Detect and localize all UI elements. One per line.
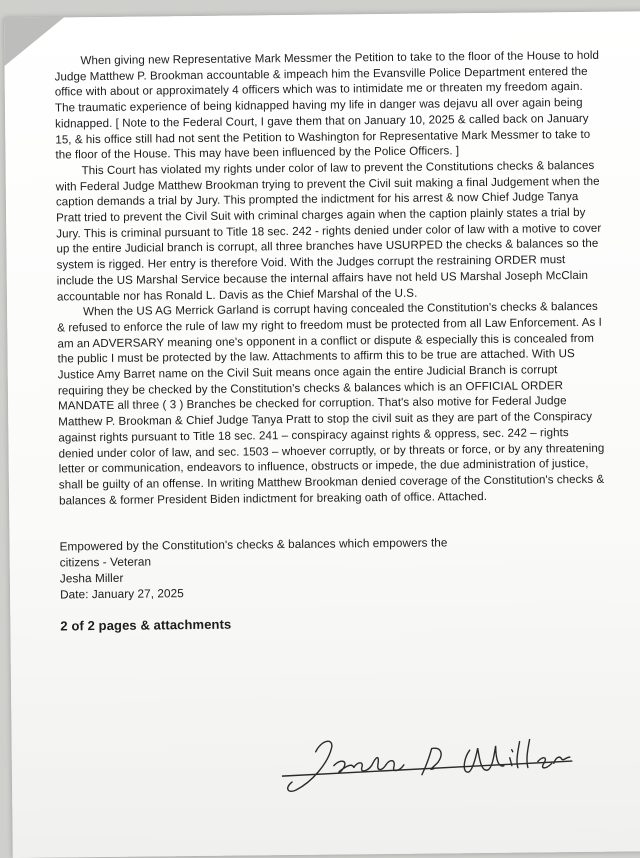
- paragraph-3: When the US AG Merrick Garland is corrupt having concealed the Constitution's checks & balances & refused to enforce the rule of law my right to freedom must be protected from all Law Enforcement. As I am an ADVERSARY meaning one's opponent in a conflict or dispute & especially this is concealed from the public I must be protected by the law. Attachments to affirm this to be true are attached. With US Justice Amy Barret name on the Civil Suit means once again the entire Judicial Branch is corrupt requiring they be checked by the Constitution's checks & balances which is an OFFICIAL ORDER MANDATE all three ( 3 ) Branches be checked for corruption. That's also motive for Federal Judge Matthew P. Brookman & Chief Judge Tanya Pratt to stop the civil suit as they are part of the Conspiracy against rights pursuant to Title 18 sec. 241 – conspiracy against rights & oppress, sec. 242 – rights denied under color of law, and sec. 1503 – whoever corruptly, or by threats or force, or by any threatening letter or communication, endeavors to influence, obstructs or impede, the due administration of justice, shall be guilty of an offense. In writing Matthew Brookman denied coverage of the Constitution's checks & balances & former President Biden indictment for breaking oath of office. Attached.: [57, 300, 605, 508]
- handwritten-signature: [281, 727, 582, 810]
- paragraph-2: This Court has violated my rights under color of law to prevent the Constitutions checks & balances with Federal Judge Matthew Brookman trying to prevent the Civil suit making a final Judgement when the caption demands a trial by Jury. This prompted the indictment for his arrest & now Chief Judge Tanya Pratt tried to prevent the Civil Suit with criminal charges again when the caption plainly states a trial by Jury. This is criminal pursuant to Title 18 sec. 242 - rights denied under color of law with a motive to cover up the entire Judicial branch is corrupt, all three branches have USURPED the checks & balances so the system is rigged. Her entry is therefore Void. With the Judges corrupt the restraining ORDER must include the US Marshal Service because the internal affairs have not held US Marshal Joseph McClain accountable nor has Ronald L. Davis as the Chief Marshal of the U.S.: [55, 158, 602, 304]
- signer-name: Jesha Miller: [59, 571, 124, 586]
- paragraph-1: When giving new Representative Mark Messmer the Petition to take to the floor of the House to hold Judge Matthew P. Brookman accountable & impeach him the Evansville Police Department entered the office with about or approximately 4 officers which was to intimidate me or threaten my freedom again. The traumatic experience of being kidnapped having my life in danger was dejavu all over again being kidnapped. [ Note to the Federal Court, I gave them that on January 10, 2025 & called back on January 15, & his office still had not sent the Petition to Washington for Representative Mark Messmer to take to the floor of the House. This may have been influenced by the Police Officers. ]: [54, 48, 600, 162]
- document-page: [4, 11, 640, 858]
- letter-body: [54, 48, 606, 635]
- page-count-note: 2 of 2 pages & attachments: [60, 617, 232, 634]
- closing-line-1: Empowered by the Constitution's checks & balances which empowers the: [59, 535, 448, 554]
- signature-date: Date: January 27, 2025: [59, 586, 184, 602]
- closing-block: [59, 533, 606, 603]
- closing-line-2: citizens - Veteran: [59, 554, 152, 570]
